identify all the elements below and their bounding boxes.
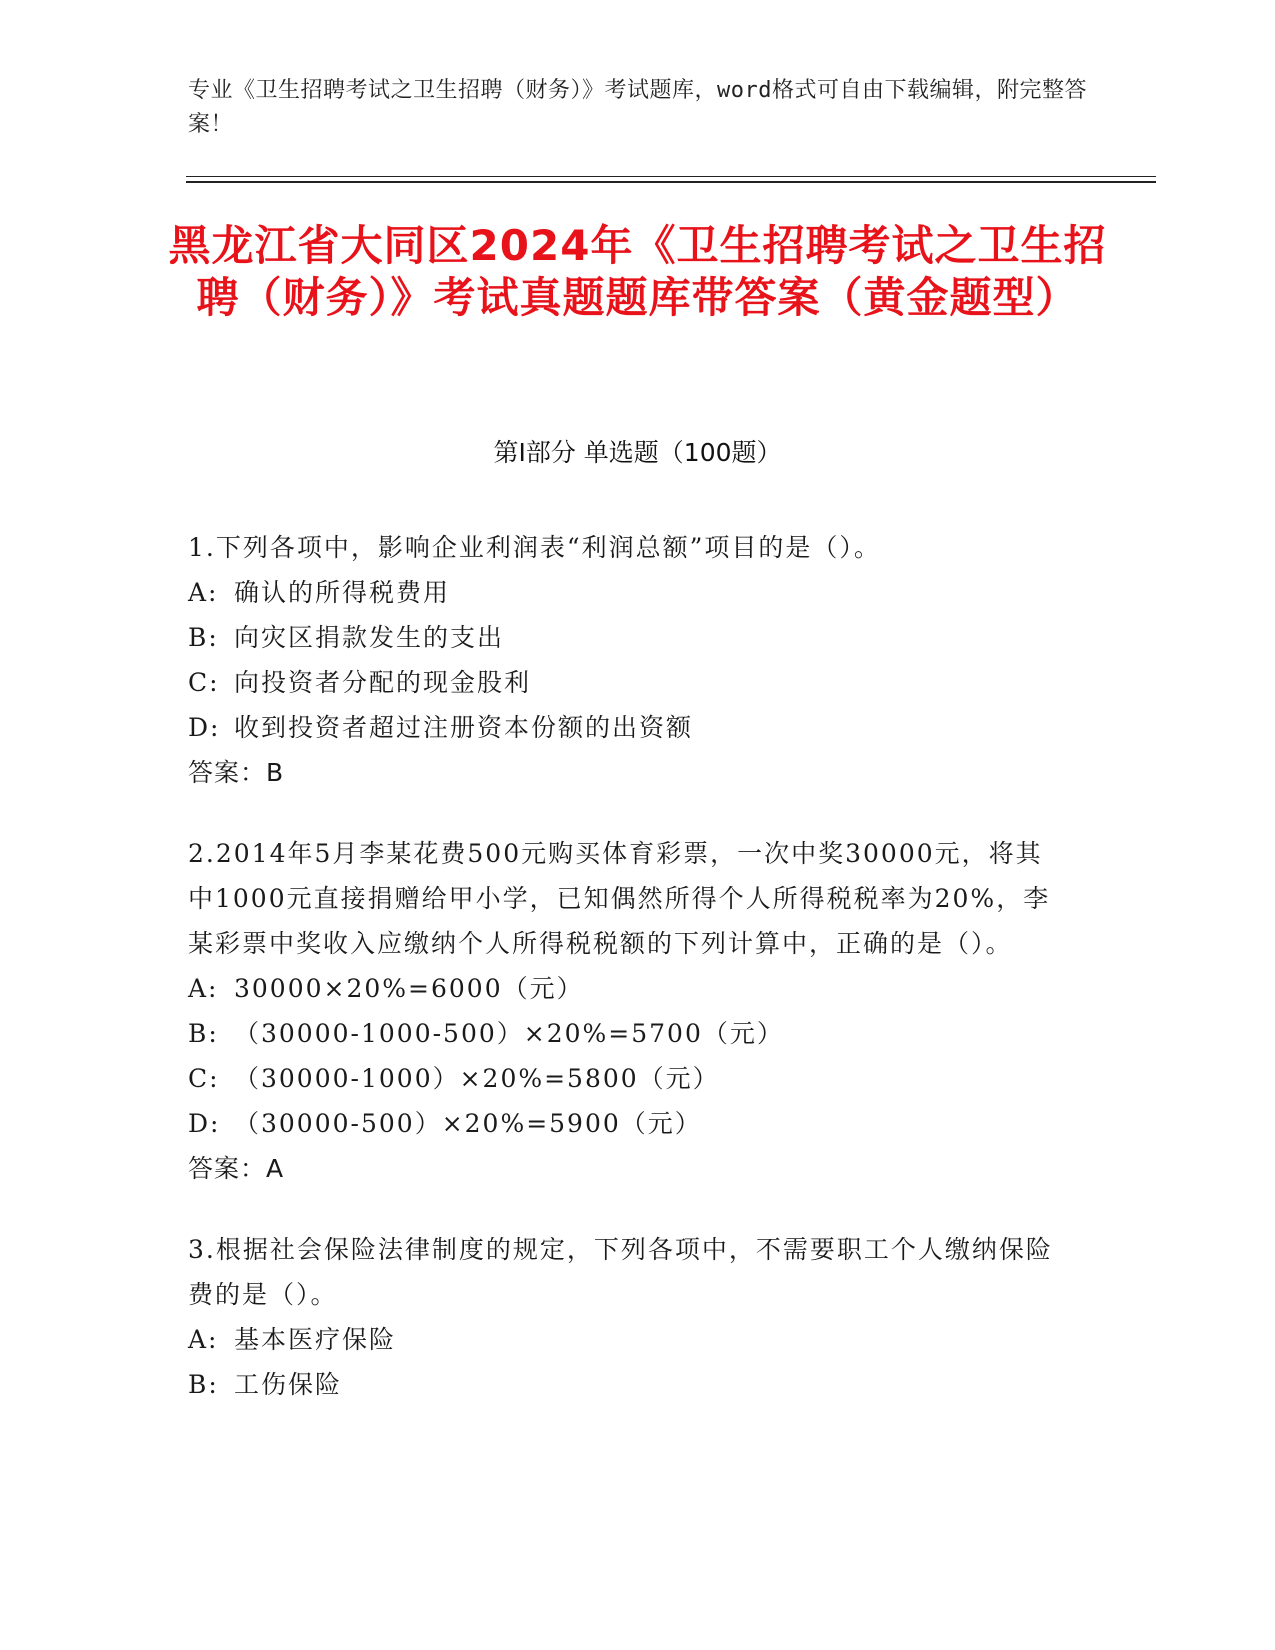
question-stem: 3.根据社会保险法律制度的规定，下列各项中，不需要职工个人缴纳保险费的是（）。	[188, 1235, 1053, 1309]
option-label: B:	[188, 623, 219, 652]
option-text: 向灾区捐款发生的支出	[234, 623, 505, 652]
option-label: B:	[188, 1019, 219, 1048]
answer-label: 答案：	[188, 758, 267, 787]
option-text: 确认的所得税费用	[234, 578, 451, 607]
header-divider-thick	[186, 181, 1156, 183]
answer-option	[188, 570, 1068, 615]
answer-option	[188, 1056, 1068, 1101]
answer-label: 答案：	[188, 1154, 267, 1183]
answer-option	[188, 1101, 1068, 1146]
answer-option	[188, 1011, 1068, 1056]
option-label: D:	[188, 1109, 221, 1138]
answer-option	[188, 1362, 1068, 1407]
answer-line	[188, 750, 1068, 795]
answer-option	[188, 615, 1068, 660]
option-label: B:	[188, 1370, 219, 1399]
option-label: A:	[188, 974, 219, 1003]
answer-value: A	[266, 1154, 285, 1183]
answer-option	[188, 1317, 1068, 1362]
option-text: 30000×20%=6000（元）	[234, 974, 584, 1003]
question-stem: 1.下列各项中，影响企业利润表“利润总额”项目的是（）。	[188, 533, 881, 562]
option-label: A:	[188, 1325, 219, 1354]
answer-option	[188, 705, 1068, 750]
answer-option	[188, 660, 1068, 705]
option-text: 收到投资者超过注册资本份额的出资额	[234, 713, 694, 742]
option-text: （30000-1000-500）×20%=5700（元）	[234, 1019, 784, 1048]
question-item	[188, 525, 1068, 795]
option-text: （30000-500）×20%=5900（元）	[234, 1109, 702, 1138]
option-label: A:	[188, 578, 219, 607]
document-title: 黑龙江省大同区2024年《卫生招聘考试之卫生招聘（财务）》考试真题题库带答案（黄金题型）	[168, 221, 1107, 322]
question-stem: 2.2014年5月李某花费500元购买体育彩票，一次中奖30000元，将其中1000元直接捐赠给甲小学，已知偶然所得个人所得税税率为20%，李某彩票中奖收入应缴纳个人所得税税额的下列计算中，正确的是（）。	[188, 839, 1051, 958]
option-text: 基本医疗保险	[234, 1325, 397, 1354]
option-label: C:	[188, 1064, 220, 1093]
option-text: （30000-1000）×20%=5800（元）	[234, 1064, 720, 1093]
section-title: 第Ⅰ部分 单选题（100题）	[493, 438, 782, 467]
option-text: 向投资者分配的现金股利	[234, 668, 532, 697]
answer-value: B	[266, 758, 285, 787]
option-label: D:	[188, 713, 221, 742]
header-divider-thin	[186, 176, 1156, 177]
question-list	[188, 525, 1068, 1443]
question-item	[188, 1227, 1068, 1407]
answer-line	[188, 1146, 1068, 1191]
header-note: 专业《卫生招聘考试之卫生招聘（财务）》考试题库，word格式可自由下载编辑，附完整答案！	[188, 78, 1087, 137]
question-item	[188, 831, 1068, 1191]
answer-option	[188, 966, 1068, 1011]
option-label: C:	[188, 668, 220, 697]
option-text: 工伤保险	[234, 1370, 343, 1399]
